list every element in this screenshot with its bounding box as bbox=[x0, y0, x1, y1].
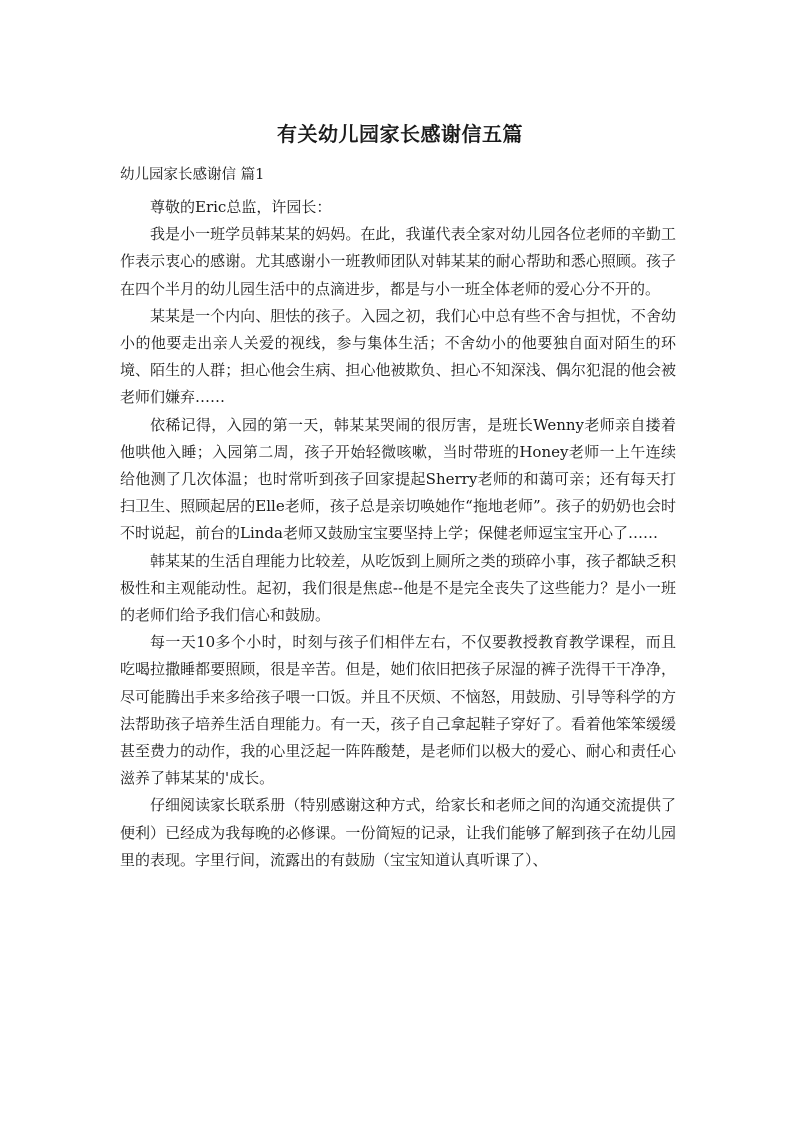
letter-body bbox=[120, 194, 676, 874]
body-paragraph: 某某是一个内向、胆怯的孩子。入园之初，我们心中总有些不舍与担忧，不舍幼小的他要走出亲人关爱的视线，参与集体生活；不舍幼小的他要独自面对陌生的环境、陌生的人群；担心他会生病、担心他被欺负、担心不知深浅、偶尔犯混的他会被老师们嫌弃…… bbox=[120, 306, 676, 407]
section-heading: 幼儿园家长感谢信 篇1 bbox=[120, 167, 265, 183]
body-paragraph: 韩某某的生活自理能力比较差，从吃饭到上厕所之类的琐碎小事，孩子都缺乏积极性和主观能动性。起初，我们很是焦虑--他是不是完全丧失了这些能力？是小一班的老师们给予我们信心和鼓励。 bbox=[120, 551, 676, 625]
salutation-paragraph: 尊敬的Eric总监，许园长： bbox=[150, 198, 332, 216]
body-paragraph: 仔细阅读家长联系册（特别感谢这种方式，给家长和老师之间的沟通交流提供了便利）已经成为我每晚的必修课。一份简短的记录，让我们能够了解到孩子在幼儿园里的表现。字里行间，流露出的有鼓励（宝宝知道认真听课了）、 bbox=[120, 796, 676, 869]
body-paragraph: 依稀记得，入园的第一天，韩某某哭闹的很厉害，是班长Wenny老师亲自搂着他哄他入睡；入园第二周，孩子开始轻微咳嗽，当时带班的Honey老师一上午连续给他测了几次体温；也时常听到孩子回家提起Sherry老师的和蔼可亲；还有每天打扫卫生、照顾起居的Elle老师，孩子总是亲切唤她作“拖地老师”。孩子的奶奶也会时不时说起，前台的Linda老师又鼓励宝宝要坚持上学；保健老师逗宝宝开心了…… bbox=[120, 415, 676, 543]
body-paragraph: 每一天10多个小时，时刻与孩子们相伴左右，不仅要教授教育教学课程，而且吃喝拉撒睡都要照顾，很是辛苦。但是，她们依旧把孩子尿湿的裤子洗得干干净净，尽可能腾出手来多给孩子喂一口饭。并且不厌烦、不恼怒，用鼓励、引导等科学的方法帮助孩子培养生活自理能力。有一天，孩子自己拿起鞋子穿好了。看着他笨笨缓缓甚至费力的动作，我的心里泛起一阵阵酸楚，是老师们以极大的爱心、耐心和责任心滋养了韩某某的'成长。 bbox=[120, 633, 676, 788]
document-title: 有关幼儿园家长感谢信五篇 bbox=[277, 122, 523, 146]
body-paragraph: 我是小一班学员韩某某的妈妈。在此，我谨代表全家对幼儿园各位老师的辛勤工作表示衷心的感谢。尤其感谢小一班教师团队对韩某某的耐心帮助和悉心照顾。孩子在四个半月的幼儿园生活中的点滴进步，都是与小一班全体老师的爱心分不开的。 bbox=[120, 225, 676, 298]
